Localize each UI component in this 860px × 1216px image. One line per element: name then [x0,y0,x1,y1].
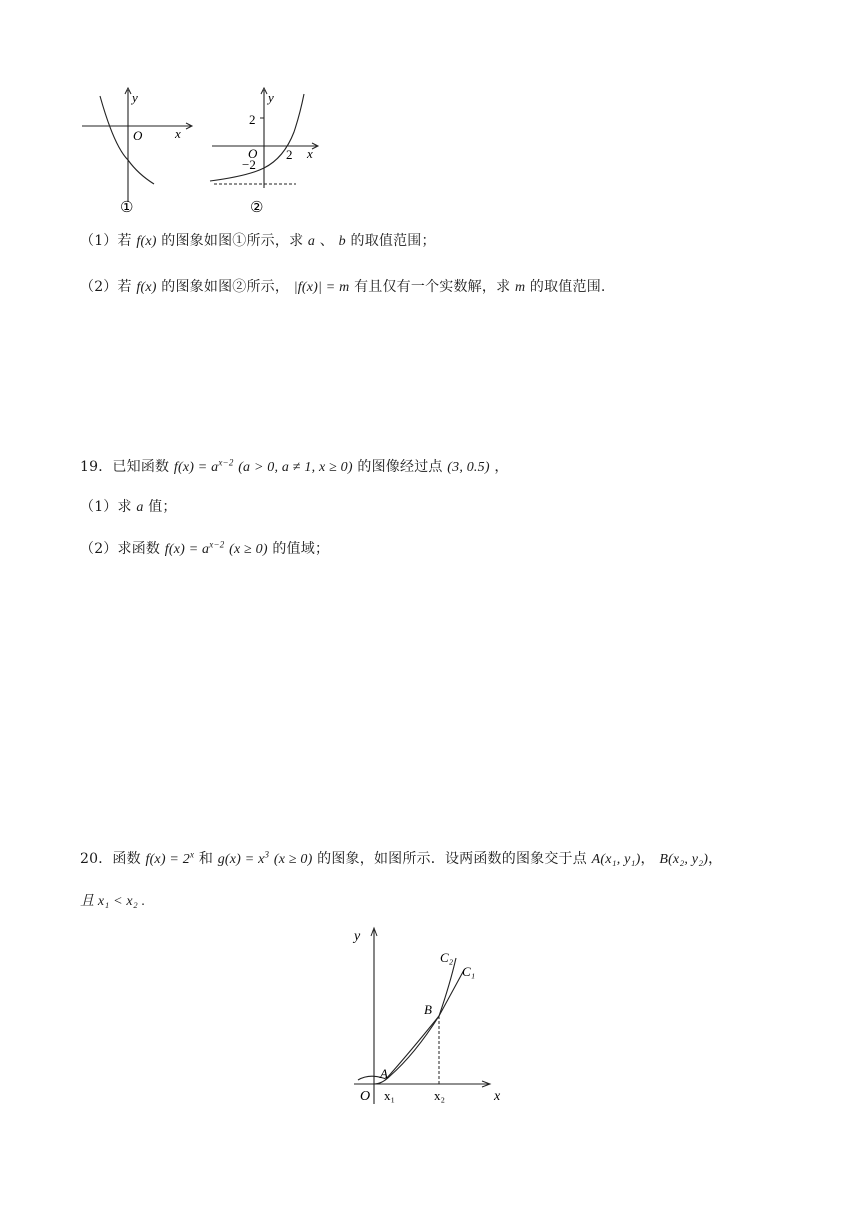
p20-fig-x2: x₂ [434,1088,446,1103]
p19-question-2: （2）求函数 $f(x) = a^{x-2}$ (x ≥ 0) 的值域； [80,539,330,557]
p20-fig-c1: C₁ [462,964,476,979]
p20-fig-x1: x₁ [384,1088,396,1103]
p20-figure [340,922,520,1112]
graph-2-x-label: x [307,146,313,161]
graph-2-y-label: y [268,90,274,105]
graph-2 [208,88,328,218]
p20-fig-y-label: y [354,929,361,944]
p20-fig-point-b: B [424,1002,432,1017]
graph-2-tick-y-neg: −2 [242,157,256,172]
graph-1-origin: O [133,128,143,143]
graph-1-y-label: y [132,90,138,105]
p20-fig-origin: O [360,1089,371,1104]
p18-question-2: （2）若 f(x) 的图象如图②所示， |f(x)| = m 有且仅有一个实数解，求 m 的取值范围. [80,279,606,295]
p19-stem: 19．已知函数 $f(x) = a^{x-2}$ (a > 0, a ≠ 1, x ≥ 0) 的图像经过点 (3, 0.5) ， [80,457,509,475]
graph-1-caption: ① [120,200,134,216]
graph-2-tick-x: 2 [286,147,293,162]
p20-line-2: 且 x₁ < x₂ . [80,894,146,909]
p19-question-1: （1）求 a 值； [80,499,177,515]
p20-fig-x-label: x [494,1089,501,1104]
graph-1 [80,88,200,218]
p20-fig-c2: C₂ [440,950,454,965]
graph-2-tick-y-pos: 2 [249,112,256,127]
p20-stem: 20．函数 $f(x) = 2^x$ 和 $g(x) = x^3$ (x ≥ 0) 的图象，如图所示．设两函数的图象交于点 A(x₁, y₁)， B(x₂, y₂)， [80,849,723,867]
graph-1-x-label: x [175,126,181,141]
graph-2-origin: O [248,146,258,161]
graph-2-caption: ② [250,200,264,216]
p20-fig-point-a: A [380,1066,388,1081]
p18-question-1: （1）若 f(x) 的图象如图①所示，求 a 、 b 的取值范围； [80,233,436,249]
